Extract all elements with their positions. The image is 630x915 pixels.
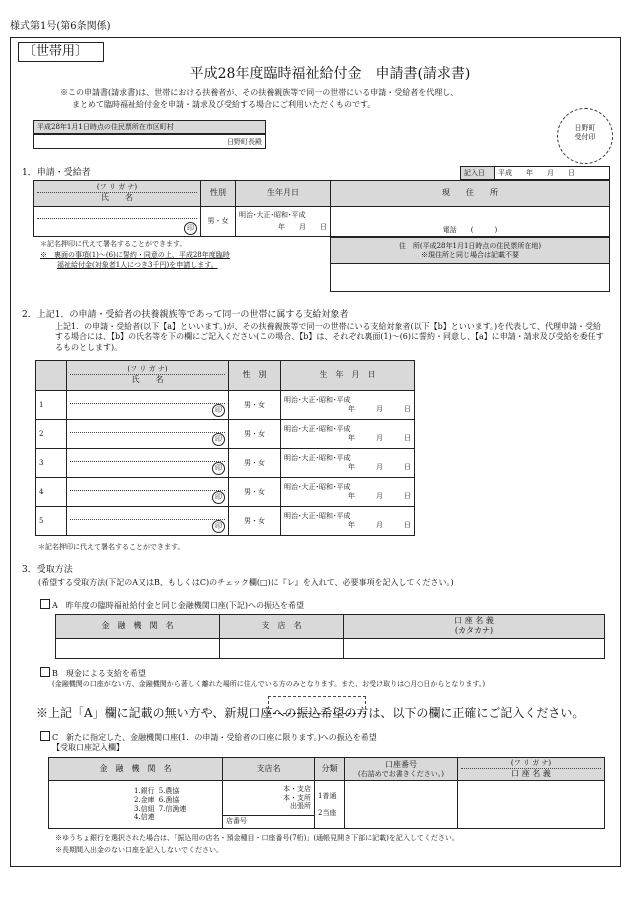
entry-date-field[interactable]: 平成 年 月 日 xyxy=(495,167,610,180)
reception-stamp: 日野町 受付印 xyxy=(557,108,613,164)
dep-dob-field[interactable]: 明治･大正･昭和･平成 年 月 日 xyxy=(281,478,415,507)
section-2-heading: 2．上記1．の申請・受給者の扶養親族等であって同一の世帯に属する支給対象者 xyxy=(22,310,349,320)
c-account-number-field[interactable] xyxy=(345,781,458,829)
dep-dob-header: 生 年 月 日 xyxy=(281,361,415,391)
seal-note: ＊記名押印に代えて署名することができます。 xyxy=(40,240,187,248)
registered-address-header: 住 所(平成28年1月1日時点の住民票所在地) xyxy=(398,241,542,250)
receiving-account-label: 【受取口座記入欄】 xyxy=(52,743,124,752)
dep-dob-field[interactable]: 明治･大正･昭和･平成 年 月 日 xyxy=(281,449,415,478)
option-a-checkbox[interactable] xyxy=(40,599,50,609)
dob-field[interactable]: 明治･大正･昭和･平成 年 月 日 xyxy=(236,207,331,237)
a-holder-header: 口 座 名 義 xyxy=(454,616,494,625)
dependents-table xyxy=(35,360,415,536)
dep-name-field[interactable]: 印 xyxy=(67,449,229,478)
entry-date-label: 記入日 xyxy=(461,167,495,180)
option-b[interactable]: B 現金による支給を希望 xyxy=(40,667,146,679)
dep-gender-select[interactable]: 男・女 xyxy=(229,420,281,449)
store-number-label: 店番号 xyxy=(223,815,314,827)
row-number: 1 xyxy=(36,391,67,420)
account-type-select[interactable]: 1普通 2当座 xyxy=(315,781,345,829)
c-branch-field[interactable] xyxy=(223,781,315,829)
bank-types-a: 1.銀行 2.金庫 3.信組 4.信連 xyxy=(134,787,155,822)
option-a[interactable]: A 昨年度の臨時福祉給付金と同じ金融機関口座(下記)への振込を希望 xyxy=(40,599,304,611)
bank-types-b: 5.農協 6.漁協 7.信漁連 xyxy=(158,787,187,813)
furigana-header: (フ リ ガ ナ) xyxy=(37,183,197,193)
dep-dob-field[interactable]: 明治･大正･昭和･平成 年 月 日 xyxy=(281,507,415,536)
c-holder-furigana: (フ リ ガ ナ) xyxy=(461,759,601,769)
a-branch-header: 支 店 名 xyxy=(220,615,344,639)
dep-name-header: 氏 名 xyxy=(131,375,164,385)
municipality-label: 平成28年1月1日時点の住民票所在市区町村 xyxy=(33,120,266,134)
dep-gender-select[interactable]: 男・女 xyxy=(229,478,281,507)
dep-gender-header: 性 別 xyxy=(229,361,281,391)
dep-name-field[interactable]: 印 xyxy=(67,478,229,507)
row-number: 2 xyxy=(36,420,67,449)
a-bank-header: 金 融 機 関 名 xyxy=(56,615,220,639)
row-number: 4 xyxy=(36,478,67,507)
a-bank-field[interactable] xyxy=(56,638,220,658)
dep-furigana-header: (フ リ ガ ナ) xyxy=(70,365,225,375)
c-account-header: 口座番号 xyxy=(385,759,417,769)
footnote-dormant: ※長期間入出金のない口座を記入しないでください。 xyxy=(55,846,223,854)
gender-select[interactable]: 男・女 xyxy=(201,207,236,237)
address-header: 現 住 所 xyxy=(331,181,610,207)
consent-note-2: 福祉給付金(対象者1人につき3千円)を申請します。 xyxy=(57,261,218,269)
a-holder-field[interactable] xyxy=(344,638,605,658)
new-account-notice: ※上記「A」欄に記載の無い方や、新規口座への振込希望の方は、以下の欄に正確にご記入ください。 xyxy=(36,706,585,720)
branch-types: 本・支店 本・支所 出張所 xyxy=(283,784,311,811)
dep-dob-field[interactable]: 明治･大正･昭和･平成 年 月 日 xyxy=(281,391,415,420)
row-number: 3 xyxy=(36,449,67,478)
section-2-description: 上記1．の申請・受給者(以下【a】といいます。)が、その扶養親族等で同一の世帯にいる支給対象者(以下【b】といいます。)を代表して、代理申請・受給する場合には、【b】の氏名等を下の欄にご記入ください(この場合、【b】は、それぞれ裏面(1)～(6)に誓約・同意し、【a】に申請・請求及び受給を委任するものとします)。 xyxy=(55,322,604,352)
dep-name-field[interactable]: 印 xyxy=(67,391,229,420)
dob-header: 生年月日 xyxy=(236,181,331,207)
dep-dob-field[interactable]: 明治･大正･昭和･平成 年 月 日 xyxy=(281,420,415,449)
c-class-header: 分類 xyxy=(315,758,345,781)
c-holder-field[interactable] xyxy=(458,781,605,829)
dep-gender-select[interactable]: 男・女 xyxy=(229,391,281,420)
footnote-yucho: ※ゆうちょ銀行を選択された場合は、「振込用の店名・預金種目・口座番号(7桁)」(通帳見開き下部に記載)を記入してください。 xyxy=(55,834,459,842)
a-branch-field[interactable] xyxy=(220,638,344,658)
intro-line-1: ※この申請書(請求書)は、世帯における扶養者が、その扶養親族等で同一の世帯にいる申請・受給者を代理し、 xyxy=(60,88,459,97)
dep-name-field[interactable]: 印 xyxy=(67,420,229,449)
consent-note-1: ※ 裏面の事項(1)～(6)に誓約・同意の上、平成28年度臨時 xyxy=(40,251,230,259)
dep-seal-note: ＊記名押印に代えて署名することができます。 xyxy=(38,543,185,551)
seal-mark: 印 xyxy=(184,222,197,235)
option-c-checkbox[interactable] xyxy=(40,731,50,741)
form-number: 様式第1号(第6条関係) xyxy=(10,21,111,32)
registered-address-field[interactable] xyxy=(331,264,610,292)
section-1-heading: 1．申請・受給者 xyxy=(22,168,91,178)
section-3-instructions: (希望する受取方法(下記のA又はB、もしくはC)のチェック欄(□)に『レ』を入れて、必要事項を記入してください。) xyxy=(38,578,454,587)
c-bank-field[interactable] xyxy=(49,781,223,829)
address-field[interactable]: 電話 ( ) xyxy=(331,207,610,237)
intro-line-2: まとめて臨時福祉給付金を申請・請求及び受給する場合にご利用いただくものです。 xyxy=(72,100,376,109)
c-branch-header: 支店名 xyxy=(223,758,315,781)
registered-address-sub: ※現住所と同じ場合は記載不要 xyxy=(421,250,519,259)
row-number: 5 xyxy=(36,507,67,536)
c-bank-header: 金 融 機 関 名 xyxy=(49,758,223,781)
section-3-heading: 3．受取方法 xyxy=(22,565,73,575)
dep-gender-select[interactable]: 男・女 xyxy=(229,507,281,536)
gender-header: 性別 xyxy=(201,181,236,207)
option-b-checkbox[interactable] xyxy=(40,667,50,677)
household-tag: 〔世帯用〕 xyxy=(18,42,104,62)
option-c[interactable]: C 新たに指定した、金融機関口座(1．の申請・受給者の口座に限ります。)への振込を希望 xyxy=(40,731,377,743)
applicant-name-field[interactable] xyxy=(34,207,201,237)
mayor-address: 日野町長殿 xyxy=(33,134,266,149)
dep-gender-select[interactable]: 男・女 xyxy=(229,449,281,478)
page-title: 平成28年度臨時福祉給付金 申請書(請求書) xyxy=(189,66,471,82)
dep-name-field[interactable]: 印 xyxy=(67,507,229,536)
option-b-note: (金融機関の口座がない方、金融機関から著しく離れた場所に住んでいる方のみとなります。また、お受け取りは○月○日からとなります。) xyxy=(52,680,486,688)
name-header: 氏 名 xyxy=(101,193,133,203)
